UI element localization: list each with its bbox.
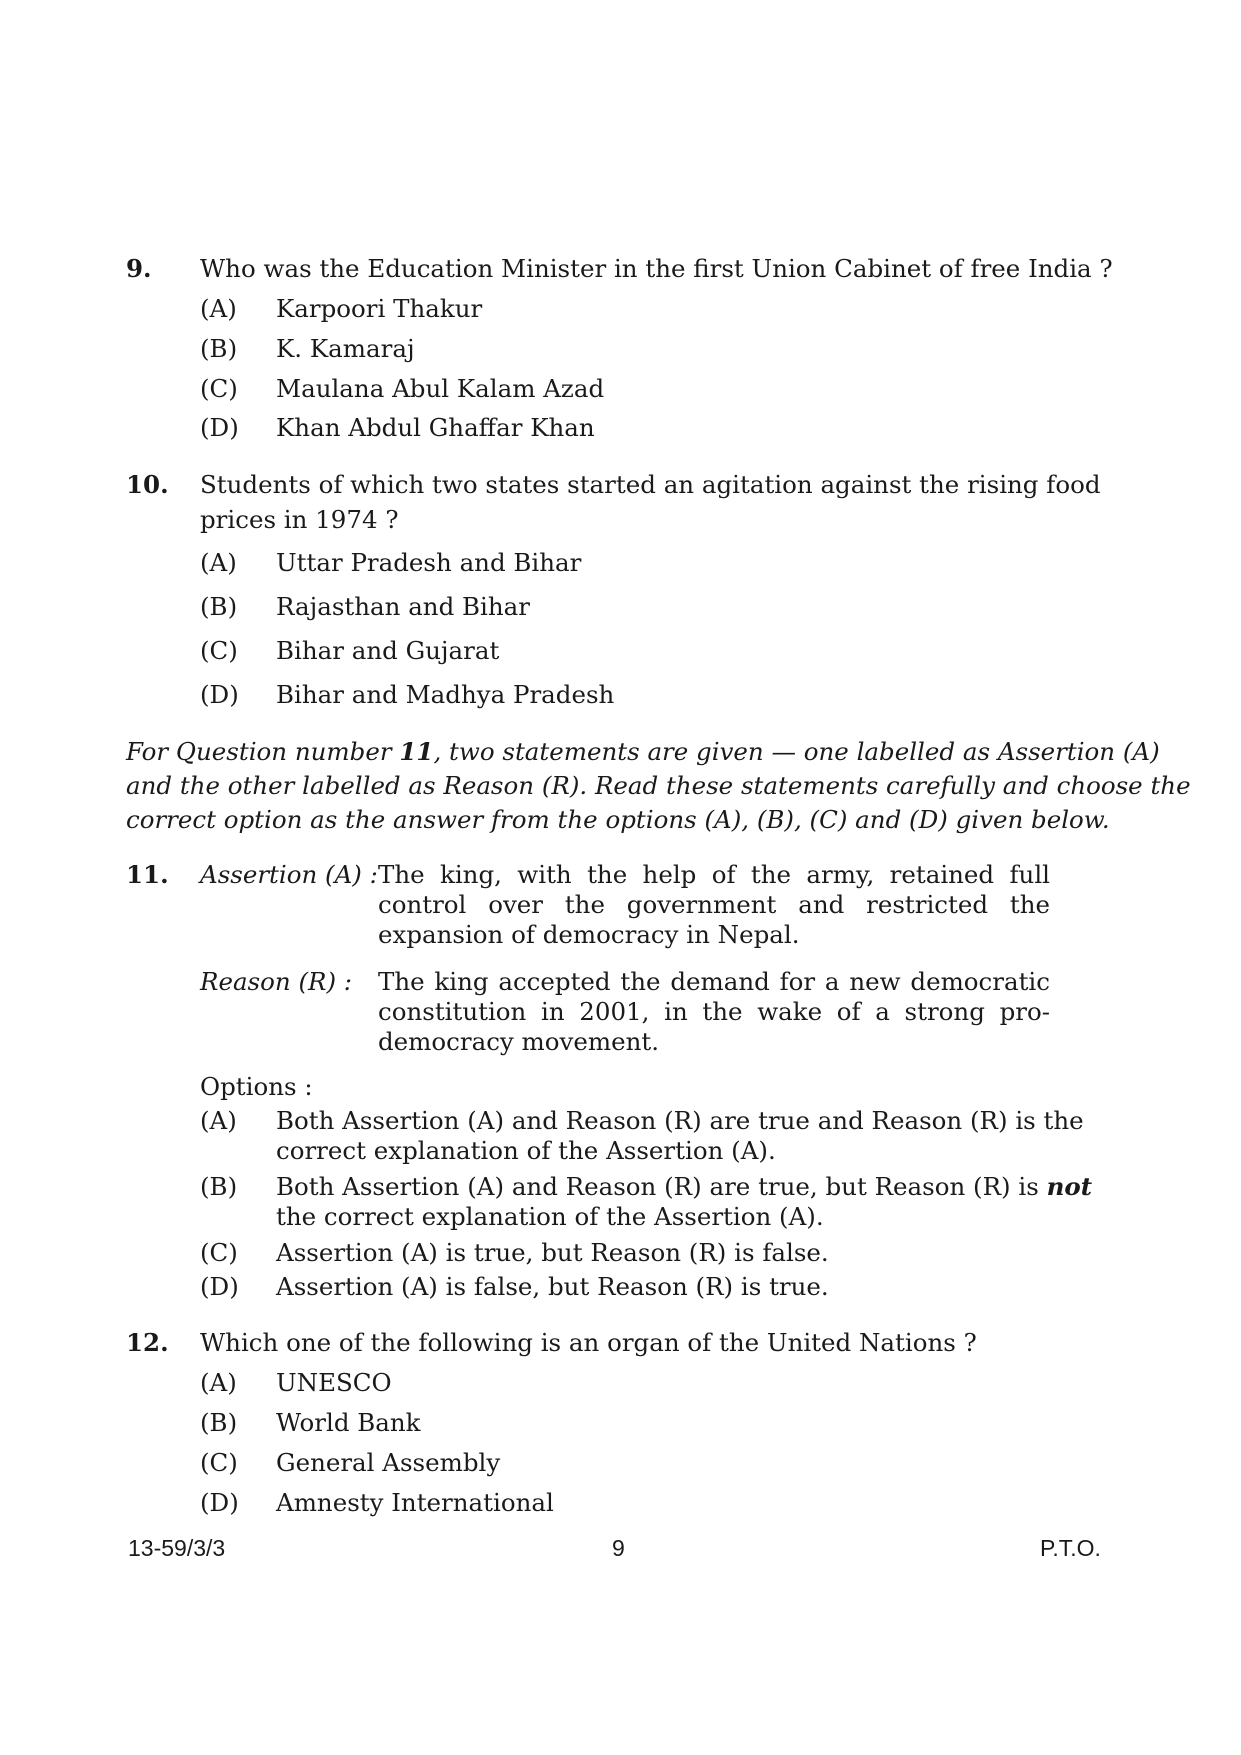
q11-option-c-text: Assertion (A) is true, but Reason (R) is false. <box>276 1238 829 1267</box>
q10-option-b-text: Rajasthan and Bihar <box>276 592 530 621</box>
instruction-line-1-post: , two statements are given — one labelled as Assertion (A) <box>433 737 1160 766</box>
reason-label: Reason (R) : <box>200 967 353 996</box>
instruction-line-1-pre: For Question number <box>126 737 400 766</box>
q12-option-a-letter: (A) <box>200 1368 237 1397</box>
q12-option-c-letter: (C) <box>200 1448 238 1477</box>
instruction-line-3: correct option as the answer from the options (A), (B), (C) and (D) given below. <box>126 805 1110 834</box>
q9-option-c-letter: (C) <box>200 374 238 403</box>
q9-option-a-text: Karpoori Thakur <box>276 294 483 323</box>
question-12-number: 12. <box>126 1328 169 1357</box>
paper-code: 13-59/3/3 <box>128 1535 226 1561</box>
question-12-text: Which one of the following is an organ of the United Nations ? <box>200 1328 977 1357</box>
assertion-text: The king, with the help of the army, retained full control over the government and restricted the expansion of democracy in Nepal. <box>378 860 1050 949</box>
q10-option-c-text: Bihar and Gujarat <box>276 636 500 665</box>
q11-option-d-letter: (D) <box>200 1272 239 1301</box>
q9-option-d-letter: (D) <box>200 413 239 442</box>
instruction-line-2: and the other labelled as Reason (R). Read these statements carefully and choose the <box>126 771 1191 800</box>
question-11-number: 11. <box>126 860 169 889</box>
q10-option-a-letter: (A) <box>200 548 237 577</box>
q12-option-b-text: World Bank <box>276 1408 421 1437</box>
question-10-text-line2: prices in 1974 ? <box>200 505 399 534</box>
reason-text: The king accepted the demand for a new democratic constitution in 2001, in the wake of a strong pro-democracy movement. <box>378 967 1050 1056</box>
q11-option-b-letter: (B) <box>200 1172 238 1201</box>
q10-option-c-letter: (C) <box>200 636 238 665</box>
q9-option-b-text: K. Kamaraj <box>276 334 415 363</box>
q10-option-d-letter: (D) <box>200 680 239 709</box>
q12-option-c-text: General Assembly <box>276 1448 501 1477</box>
q9-option-d-text: Khan Abdul Ghaffar Khan <box>276 413 595 442</box>
q12-option-d-text: Amnesty International <box>276 1488 554 1517</box>
q12-option-d-letter: (D) <box>200 1488 239 1517</box>
q11-option-b-line2: the correct explanation of the Assertion (A). <box>276 1202 824 1231</box>
q11-option-a-letter: (A) <box>200 1106 237 1135</box>
page-number: 9 <box>612 1535 625 1561</box>
q11-option-b-emphasis: not <box>1046 1172 1093 1201</box>
question-10-number: 10. <box>126 470 169 499</box>
please-turn-over: P.T.O. <box>1040 1535 1101 1561</box>
q10-option-d-text: Bihar and Madhya Pradesh <box>276 680 615 709</box>
q11-option-b-line1-pre: Both Assertion (A) and Reason (R) are true, but Reason (R) is <box>276 1172 1047 1201</box>
instruction-line-1 <box>126 735 1160 769</box>
q12-option-a-text: UNESCO <box>276 1368 392 1397</box>
question-9-number: 9. <box>126 254 152 283</box>
assertion-label: Assertion (A) : <box>200 860 378 889</box>
q11-option-a-line1: Both Assertion (A) and Reason (R) are true and Reason (R) is the <box>276 1106 1084 1135</box>
q10-option-b-letter: (B) <box>200 592 238 621</box>
q11-option-a-line2: correct explanation of the Assertion (A). <box>276 1136 776 1165</box>
instruction-question-number: 11 <box>399 737 434 766</box>
q11-option-d-text: Assertion (A) is false, but Reason (R) is true. <box>276 1272 829 1301</box>
q9-option-b-letter: (B) <box>200 334 238 363</box>
options-label: Options : <box>200 1072 313 1101</box>
q12-option-b-letter: (B) <box>200 1408 238 1437</box>
question-10-text-line1: Students of which two states started an agitation against the rising food <box>200 470 1101 499</box>
q11-option-b-line1 <box>276 1172 1092 1202</box>
q9-option-c-text: Maulana Abul Kalam Azad <box>276 374 605 403</box>
q11-option-c-letter: (C) <box>200 1238 238 1267</box>
question-9-text: Who was the Education Minister in the first Union Cabinet of free India ? <box>200 254 1113 283</box>
q9-option-a-letter: (A) <box>200 294 237 323</box>
q10-option-a-text: Uttar Pradesh and Bihar <box>276 548 582 577</box>
